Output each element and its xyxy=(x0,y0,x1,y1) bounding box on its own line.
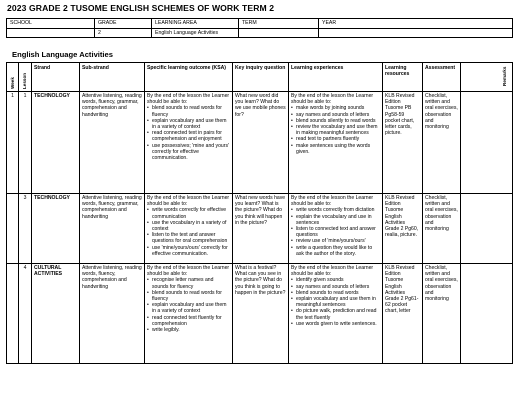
school-info-table xyxy=(6,18,513,38)
learning-area-value: English Language Activities xyxy=(152,28,239,38)
list-item: • make words by joining sounds xyxy=(291,105,380,111)
year-value xyxy=(319,28,513,38)
outcome-cell: By the end of the lesson the Learner should be able to: • blend sounds to read words for fluency • explain vocabulary and use them in a variety of context • read connected text in pairs for comprehension and enjoyment • use possessives; 'mine and yours' correctly for effective communication. xyxy=(145,91,233,193)
header-resources: Learning resources xyxy=(383,63,423,92)
week-cell xyxy=(7,193,19,263)
inquiry-cell: What is a festival? What can you see in the picture? What do you think is going to happen in the picture? xyxy=(233,263,289,363)
list-item: • listen to the text and answer questions for oral comprehension xyxy=(147,232,230,244)
table-row xyxy=(7,193,513,263)
list-item: • review use of 'mine/yours/ours' xyxy=(291,238,380,244)
header-experiences: Learning experiences xyxy=(289,63,383,92)
resources-cell: KLB Revised Edition Tusome English Activities Grade 2 Pg61-62 pocket chart, letter xyxy=(383,263,423,363)
header-outcome: Specific learning outcome (KSA) xyxy=(145,63,233,92)
header-assessment: Assessment xyxy=(423,63,461,92)
list-item: • use possessives; 'mine and yours' correctly for effective communication. xyxy=(147,143,230,162)
lesson-cell: 3 xyxy=(19,193,32,263)
list-item: • do picture walk, prediction and read the text fluently xyxy=(291,308,380,320)
list-item: • explain the vocabulary and use in sentences xyxy=(291,214,380,226)
list-item: • blend sounds to read words for fluency xyxy=(147,105,230,117)
list-item: • make sentences using the words given. xyxy=(291,143,380,155)
assessment-cell: Checklist, written and oral exercises, observation and monitoring xyxy=(423,193,461,263)
learning-area-label: LEARNING AREA xyxy=(152,19,239,29)
section-title: English Language Activities xyxy=(12,50,113,59)
list-item: • read connected text in pairs for comprehension and enjoyment xyxy=(147,130,230,142)
resources-cell: KLB Revised Edition Tusome English Activities Grade 2 Pg60, realia, picture. xyxy=(383,193,423,263)
strand-cell: TECHNOLOGY xyxy=(32,193,80,263)
outcome-cell: By the end of the lesson the Learner should be able to: • recognise letter names and sounds for fluency • blend sounds to read words for fluency • explain vocabulary and use them in a variety of context • read connected text fluently for comprehension • write legibly. xyxy=(145,263,233,363)
document-title: 2023 GRADE 2 TUSOME ENGLISH SCHEMES OF WORK TERM 2 xyxy=(7,3,275,13)
week-cell: 1 xyxy=(7,91,19,193)
scheme-of-work-table xyxy=(6,62,513,364)
list-item: • listen to connected text and answer questions xyxy=(291,226,380,238)
experiences-cell: By the end of the lesson the Learner should be able to: • write words correctly from dictation • explain the vocabulary and use in sentences • listen to connected text and answer questions • review use of 'mine/yours/ours' • write a question they would like to ask the author of the story. xyxy=(289,193,383,263)
list-item: • read connected text fluently for comprehension xyxy=(147,315,230,327)
list-item: • explain vocabulary and use them in a variety of context xyxy=(147,302,230,314)
list-item: • write legibly. xyxy=(147,327,230,333)
list-item: • read text to partners fluently xyxy=(291,136,380,142)
grade-label: GRADE xyxy=(95,19,152,29)
list-item: • write words correctly for effective communication xyxy=(147,207,230,219)
list-item: • say names and sounds of letters xyxy=(291,284,380,290)
header-substrand: Sub-strand xyxy=(80,63,145,92)
remarks-cell xyxy=(461,91,513,193)
list-item: • blend sounds to read words xyxy=(291,290,380,296)
inquiry-cell: What new word did you learn? What do we use mobile phones for? xyxy=(233,91,289,193)
strand-cell: CULTURAL ACTIVITIES xyxy=(32,263,80,363)
header-week: Week xyxy=(7,63,19,92)
header-remarks: Remarks xyxy=(461,63,513,92)
header-strand: Strand xyxy=(32,63,80,92)
assessment-cell: Checklist, written and oral exercises, observation and monitoring xyxy=(423,91,461,193)
header-lesson: Lesson xyxy=(19,63,32,92)
school-value xyxy=(7,28,95,38)
list-item: • use the vocabulary in a variety of context xyxy=(147,220,230,232)
list-item: • explain vocabulary and use them in meaningful sentences xyxy=(291,296,380,308)
list-item: • recognise letter names and sounds for fluency xyxy=(147,277,230,289)
list-item: • review the vocabulary and use them in making meaningful sentences xyxy=(291,124,380,136)
list-item: • blend sounds silently to read words xyxy=(291,118,380,124)
resources-cell: KLB Revised Edition Tusome PB Pg58-59 pocket chart, letter cards, picture. xyxy=(383,91,423,193)
table-row xyxy=(7,91,513,193)
header-inquiry: Key inquiry question xyxy=(233,63,289,92)
list-item: • use words given to write sentences. xyxy=(291,321,380,327)
list-item: • use 'mine/yours/ours' correctly for effective communication. xyxy=(147,245,230,257)
list-item: • explain vocabulary and use them in a variety of context xyxy=(147,118,230,130)
year-label: YEAR xyxy=(319,19,513,29)
grade-value: 2 xyxy=(95,28,152,38)
substrand-cell: Attentive listening, reading words, fluency, grammar, comprehension and handwriting xyxy=(80,91,145,193)
remarks-cell xyxy=(461,193,513,263)
substrand-cell: Attentive listening, reading words, fluency, grammar, comprehension and handwriting xyxy=(80,193,145,263)
list-item: • identify given sounds xyxy=(291,277,380,283)
list-item: • write a question they would like to ask the author of the story. xyxy=(291,245,380,257)
experiences-cell: By the end of the lesson the Learner should be able to: • make words by joining sounds • say names and sounds of letters • blend sounds silently to read words • review the vocabulary and use them in making meaningful sentences • read text to partners fluently • make sentences using the words given. xyxy=(289,91,383,193)
experiences-cell: By the end of the lesson the Learner should be able to: • identify given sounds • say names and sounds of letters • blend sounds to read words • explain vocabulary and use them in meaningful sentences • do picture walk, prediction and read the text fluently • use words given to write sentences. xyxy=(289,263,383,363)
outcome-cell: By the end of the lesson the Learner should be able to: • write words correctly for effective communication • use the vocabulary in a variety of context • listen to the text and answer questions for oral comprehension • use 'mine/yours/ours' correctly for effective communication. xyxy=(145,193,233,263)
strand-cell: TECHNOLOGY xyxy=(32,91,80,193)
list-item: • blend sounds to read words for fluency xyxy=(147,290,230,302)
substrand-cell: Attentive listening, reading words, fluency, comprehension and handwriting xyxy=(80,263,145,363)
remarks-cell xyxy=(461,263,513,363)
term-value xyxy=(239,28,319,38)
assessment-cell: Checklist, written and oral exercises, observation and monitoring xyxy=(423,263,461,363)
inquiry-cell: What new words have you learnt? What is the picture? What do you think will happen in the picture? xyxy=(233,193,289,263)
lesson-cell: 4 xyxy=(19,263,32,363)
week-cell xyxy=(7,263,19,363)
lesson-cell: 1 xyxy=(19,91,32,193)
term-label: TERM xyxy=(239,19,319,29)
table-row xyxy=(7,263,513,363)
list-item: • write words correctly from dictation xyxy=(291,207,380,213)
school-label: SCHOOL xyxy=(7,19,95,29)
list-item: • say names and sounds of letters xyxy=(291,112,380,118)
